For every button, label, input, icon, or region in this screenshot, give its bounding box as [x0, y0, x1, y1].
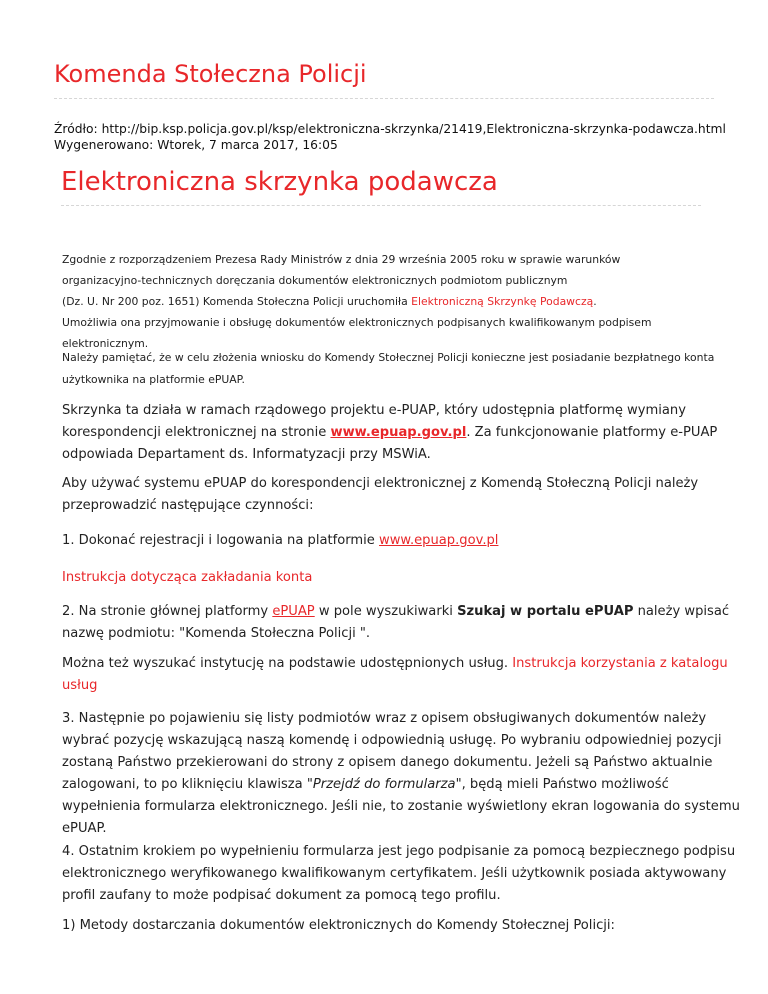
document-meta — [54, 121, 726, 153]
step-2-line-1 — [62, 601, 730, 623]
paragraph-usage-line-2: przeprowadzić następujące czynności: — [62, 498, 314, 513]
p1-text: korespondencji elektronicznej na stronie — [62, 425, 331, 440]
epuap-home-link[interactable]: ePUAP — [272, 604, 315, 619]
intro-line-3-end: . — [593, 295, 597, 308]
step-1 — [62, 530, 722, 552]
intro-line-6: Należy pamiętać, że w celu złożenia wniosku do Komendy Stołecznej Policji konieczne jest posiadanie bezpłatnego konta — [62, 351, 715, 364]
paragraph-services — [62, 653, 728, 697]
paragraph-epuap-line-1: Skrzynka ta działa w ramach rządowego projektu e-PUAP, który udostępnia platformę wymiany — [62, 403, 686, 418]
page-title: Elektroniczna skrzynka podawcza — [61, 167, 498, 197]
intro-line-1: Zgodnie z rozporządzeniem Prezesa Rady Ministrów z dnia 29 września 2005 roku w sprawie warunków — [62, 253, 621, 266]
step-3-text-end: ", będą mieli Państwo możliwość — [455, 777, 669, 792]
paragraph-usage — [62, 473, 722, 517]
header-divider — [54, 98, 714, 99]
step-2 — [62, 601, 730, 645]
step-2-mid: w pole wyszukiwarki — [314, 604, 458, 619]
generated-line: Wygenerowano: Wtorek, 7 marca 2017, 16:05 — [54, 138, 338, 152]
step-2-line-2: nazwę podmiotu: "Komenda Stołeczna Policji ". — [62, 626, 371, 641]
step-3-line-5: wypełnienia formularza elektronicznego. Jeśli nie, to zostanie wyświetlony ekran logowania do systemu — [62, 799, 740, 814]
source-line: Źródło: http://bip.ksp.policja.gov.pl/ksp/elektroniczna-skrzynka/21419,Elektroniczna-skrzynka-podawcza.html — [54, 122, 726, 136]
step-3-line-2: wybrać pozycję wskazującą naszą komendę i odpowiednią usługę. Po wybraniu odpowiedniej pozycji — [62, 733, 722, 748]
catalog-instruction-link-cont[interactable]: usług — [62, 678, 98, 693]
paragraph-services-line-2 — [62, 675, 722, 697]
step-1-text: 1. Dokonać rejestracji i logowania na platformie — [62, 533, 380, 548]
step-4-line-1: 4. Ostatnim krokiem po wypełnieniu formularza jest jego podpisanie za pomocą bezpiecznego podpisu — [62, 844, 736, 859]
title-divider — [61, 205, 701, 206]
step-4-line-3: profil zaufany to może podpisać dokument za pomocą tego profilu. — [62, 888, 501, 903]
catalog-instruction-link[interactable]: Instrukcja korzystania z katalogu — [512, 656, 728, 671]
search-portal-label: Szukaj w portalu ePUAP — [457, 604, 634, 619]
step-3-line-3: zostaną Państwo przekierowani do strony z opisem danego dokumentu. Jeżeli są Państwo aktualnie — [62, 755, 713, 770]
services-text: Można też wyszukać instytucję na podstawie udostępnionych usług. — [62, 656, 513, 671]
paragraph-epuap — [62, 400, 722, 466]
step-3-text: zalogowani, to po kliknięciu klawisza " — [62, 777, 313, 792]
paragraph-usage-line-1: Aby używać systemu ePUAP do korespondencji elektronicznej z Komendą Stołeczną Policji należy — [62, 476, 699, 491]
epuap-site-link[interactable]: www.epuap.gov.pl — [330, 425, 467, 440]
site-title: Komenda Stołeczna Policji — [54, 60, 367, 88]
methods-heading: 1) Metody dostarczania dokumentów elektronicznych do Komendy Stołecznej Policji: — [62, 918, 615, 933]
intro-line-2: organizacyjno-technicznych doręczania dokumentów elektronicznych podmiotom publicznym — [62, 274, 568, 287]
go-to-form-label: Przejdź do formularza — [312, 777, 456, 792]
step-4-line-2: elektronicznego weryfikowanego kwalifikowanym certyfikatem. Jeśli użytkownik posiada aktywowany — [62, 866, 727, 881]
step-2-text: 2. Na stronie głównej platformy — [62, 604, 273, 619]
paragraph-epuap-line-3: odpowiada Departament ds. Informatyzacji przy MSWiA. — [62, 447, 431, 462]
paragraph-epuap-line-2 — [62, 422, 722, 444]
step-3-line-6: ePUAP. — [62, 821, 107, 836]
step-3-line-4 — [62, 774, 722, 796]
step-4 — [62, 841, 736, 907]
intro-line-7: użytkownika na platformie ePUAP. — [62, 373, 245, 386]
p1-text-end: . Za funkcjonowanie platformy e-PUAP — [466, 425, 718, 440]
intro-line-5: elektronicznym. — [62, 337, 149, 350]
intro-line-4: Umożliwia ona przyjmowanie i obsługę dokumentów elektronicznych podpisanych kwalifikowanym podpisem — [62, 316, 652, 329]
step-3 — [62, 708, 740, 840]
account-instruction — [62, 567, 722, 589]
paragraph-services-line-1 — [62, 653, 728, 675]
epuap-register-link[interactable]: www.epuap.gov.pl — [379, 533, 499, 548]
account-instruction-link[interactable]: Instrukcja dotycząca zakładania konta — [62, 570, 313, 585]
esp-link[interactable]: Elektroniczną Skrzynkę Podawczą — [407, 295, 594, 308]
step-2-end: należy wpisać — [633, 604, 730, 619]
intro-line-3 — [62, 295, 722, 309]
intro-line-3-text: (Dz. U. Nr 200 poz. 1651) Komenda Stołeczna Policji uruchomiła — [62, 295, 408, 308]
step-3-line-1: 3. Następnie po pojawieniu się listy podmiotów wraz z opisem obsługiwanych dokumentów należy — [62, 711, 707, 726]
